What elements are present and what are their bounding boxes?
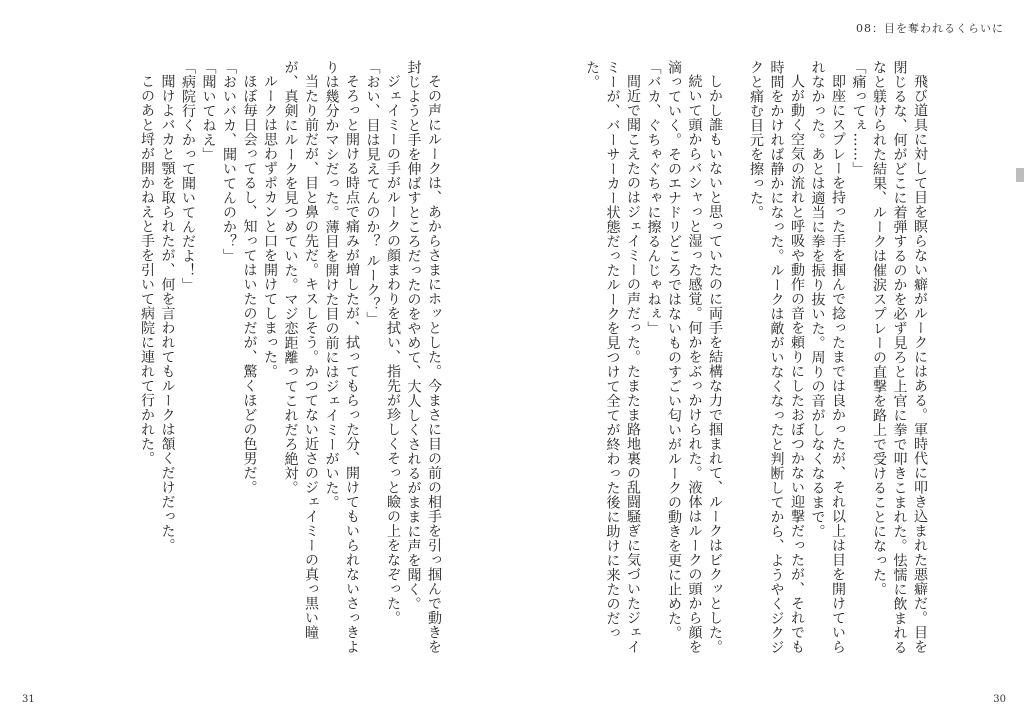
paragraph: 飛び道具に対して目を瞑らない癖がルークにはある。軍時代に叩き込まれた悪癖だ。目を閉じるな、何がどこに着弾するのかを必ず見ろと上官に拳で叩きこまれた。怯懦に飲まれるなと躾けられた結果、ルークは催涙スプレーの直撃を路上で受けることになった。 <box>871 60 928 655</box>
paragraph: そろっと開ける時点で痛みが増したが、拭ってもらった分、開けてもいられないさっきよりは幾分かマシだった。薄目を開けた目の前にはジェイミーがいた。 <box>323 60 360 654</box>
running-head: 08：目を奪われるくらいに <box>856 22 1004 35</box>
thumb-index-tab <box>1016 168 1024 182</box>
paragraph: 当たり前だが、目と鼻の先だ。キスしそう。かつてない近さのジェイミーの真っ黒い瞳が、真剣にルークを見つめていた。マジ恋距離ってこれだろ絶対。 <box>282 60 319 640</box>
page-number-right: 30 <box>993 694 1006 705</box>
dialogue-line: 「おい、目は見えてんのか？ ルーク？」 <box>364 60 381 326</box>
paragraph: ジェイミーの手がルークの顔まわりを拭い、指先が珍しくそっと瞼の上をなぞった。 <box>385 74 401 625</box>
paragraph: 即座にスプレーを持った手を掴んで捻ったまでは良かったが、それ以上は目を開けていられなかった。あとは適当に拳を振り抜いた。周りの音がしなくなるまで。 <box>809 60 846 654</box>
paragraph: その声にルークは、あからさまにホッとした。今まさに目の前の相手を引っ掴んで動きを封じようと手を伸ばすところだったのをやめて、大人しくされるがままに声を聞く。 <box>405 60 442 654</box>
scene-break <box>725 60 746 660</box>
paragraph: このあと埒が開かねえと手を引いて病院に連れて行かれた。 <box>139 74 155 466</box>
dialogue-line: 「バカ、ぐちゃぐちゃに擦るんじゃねぇ」 <box>645 60 662 336</box>
paragraph: 続いて頭からバシャっと湿った感覚。何かをぶっかけられた。液体はルークの頭から顔を滴っていく。そのエナドリどころではないものすごい匂いがルークの動きを更に止めた。 <box>666 60 703 654</box>
dialogue-line: 「おいバカ、聞いてんのか？」 <box>221 60 237 263</box>
left-page-text <box>139 60 444 660</box>
page-number-left: 31 <box>22 694 35 705</box>
paragraph: 人が動く空気の流れと呼吸や動作の音を頼りにしたおぼつかない迎撃だったが、それでも時間をかければ静かになった。ルークは敵がいなくなったと判断してから、ようやくジクジクと痛む目元を擦った。 <box>748 60 805 655</box>
right-page-text <box>570 60 930 660</box>
paragraph: ルークは思わずポカンと口を開けてしまった。 <box>262 74 278 379</box>
dialogue-line: 「聞いてねえ」 <box>200 60 217 162</box>
paragraph: 聞けよバカと顎を取られたが、何を言われてもルークは頷くだけだった。 <box>159 74 176 553</box>
dialogue-line: 「痛ってぇ……」 <box>850 60 867 176</box>
paragraph: しかし誰もいないと思っていたのに両手を結構な力で掴まれて、ルークはビクッとした。 <box>707 74 723 654</box>
dialogue-line: 「病院行くかって聞いてんだよ！」 <box>180 60 196 292</box>
paragraph: 間近で聞こえたのはジェイミーの声だった。たまたま路地裏の乱闘騒ぎに気づいたジェイミーが、バーサーカー状態だったルークを見つけて全てが終わった後に助けに来たのだった。 <box>584 60 641 654</box>
paragraph: ほぼ毎日会ってるし、知ってはいたのだが、驚くほどの色男だ。 <box>241 74 258 495</box>
